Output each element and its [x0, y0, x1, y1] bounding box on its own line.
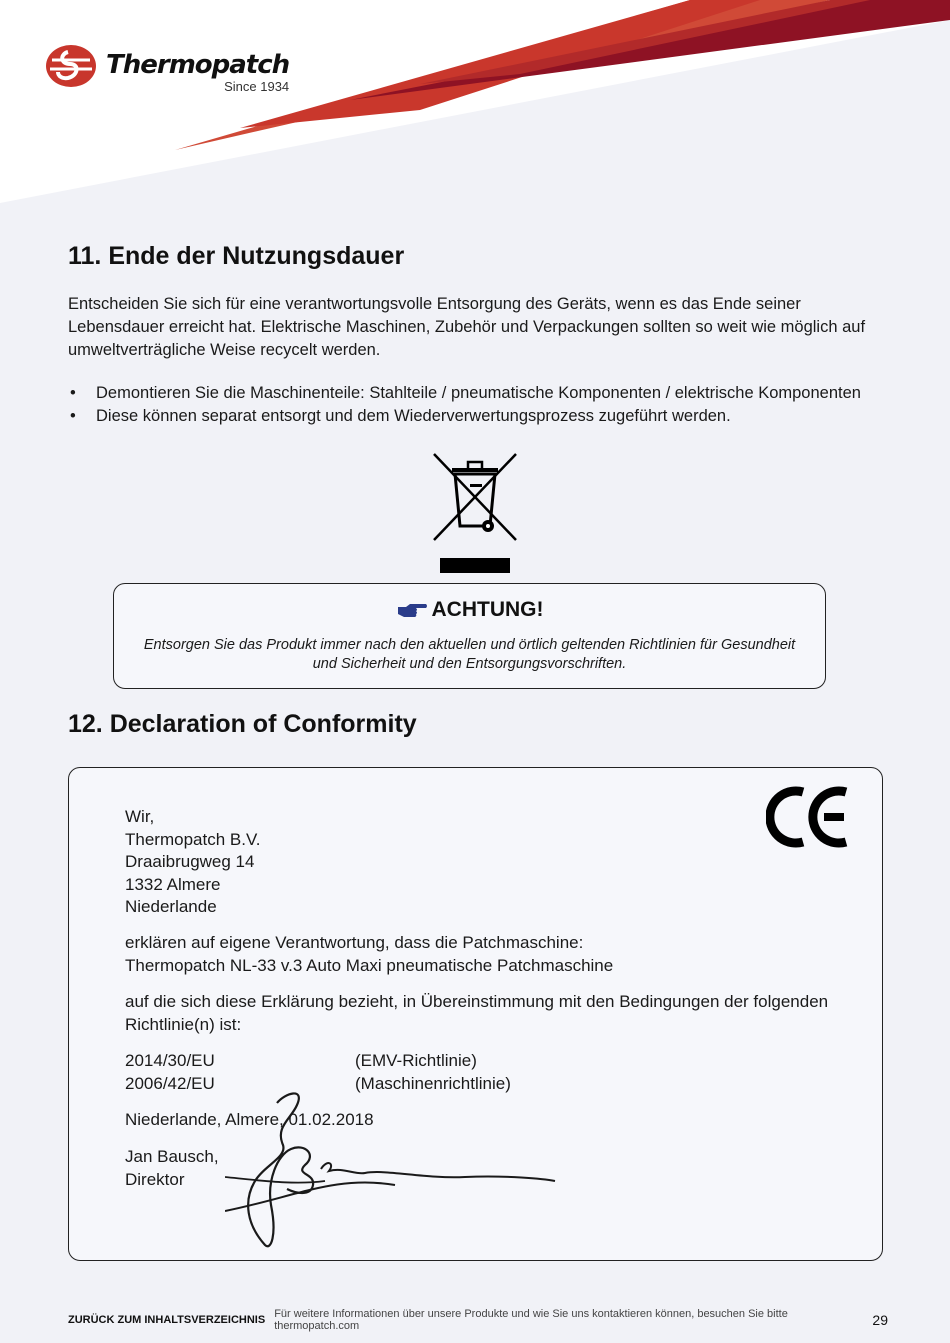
- address-line: Wir,: [125, 807, 155, 826]
- directive-name: (Maschinenrichtlinie): [355, 1073, 511, 1093]
- pointing-hand-icon: [396, 601, 428, 619]
- company-logo[interactable]: [44, 42, 289, 93]
- address-line: Thermopatch B.V.: [125, 829, 261, 849]
- warning-title: ACHTUNG!: [431, 598, 544, 621]
- place-and-date: Niederlande, Almere, 01.02.2018: [125, 1110, 374, 1129]
- logo-name: Thermopatch: [106, 50, 290, 80]
- signer-block: [125, 1146, 219, 1191]
- signer-title: Direktor: [125, 1169, 185, 1189]
- section-11-title: 11. Ende der Nutzungsdauer: [68, 242, 405, 270]
- page-number: 29: [872, 1312, 888, 1328]
- directive-code: 2014/30/EU: [125, 1051, 215, 1070]
- header-background: [0, 0, 950, 210]
- back-to-contents-link[interactable]: ZURÜCK ZUM INHALTSVERZEICHNIS: [68, 1314, 266, 1326]
- weee-crossed-bin-icon: [430, 452, 520, 542]
- address-line: Niederlande: [125, 897, 217, 916]
- page-footer: [68, 1308, 888, 1332]
- address-line: Draaibrugweg 14: [125, 852, 255, 871]
- thermopatch-logo-icon: [44, 42, 98, 90]
- address-line: 1332 Almere: [125, 874, 221, 894]
- directive-name: (EMV-Richtlinie): [355, 1051, 477, 1070]
- section-11-intro: Entscheiden Sie sich für eine verantwortungsvolle Entsorgung des Geräts, wenn es das Ende seiner Lebensdauer erreicht hat. Elektrische Maschinen, Zubehör und Verpackungen sollten so weit wie möglich auf umweltverträgliche Weise recycelt werden.: [68, 295, 866, 359]
- statement-line: Thermopatch NL-33 v.3 Auto Maxi pneumatische Patchmaschine: [125, 955, 614, 975]
- statement-line: erklären auf eigene Verantwortung, dass die Patchmaschine:: [125, 933, 584, 952]
- warning-box: [113, 583, 826, 689]
- ce-mark-icon: [766, 786, 852, 848]
- warning-heading: [114, 598, 825, 622]
- warning-text: Entsorgen Sie das Produkt immer nach den aktuellen und örtlich geltenden Richtlinien für Gesundheit und Sicherheit und den Entsorgungsvorschriften.: [143, 637, 796, 672]
- section-12-title: 12. Declaration of Conformity: [68, 710, 417, 738]
- disposal-bullet-list: [68, 382, 868, 428]
- weee-solid-bar: [440, 558, 510, 573]
- handwritten-signature: [225, 1085, 565, 1255]
- declaration-reference: auf die sich diese Erklärung bezieht, in Übereinstimmung mit den Bedingungen der folgenden Richtlinie(n) ist:: [125, 992, 829, 1034]
- signer-name: Jan Bausch,: [125, 1147, 219, 1166]
- directive-code: 2006/42/EU: [125, 1073, 215, 1093]
- declarant-address: [125, 806, 260, 919]
- bullet-item: • Diese können separat entsorgt und dem Wiederverwertungsprozess zugeführt werden.: [68, 405, 868, 428]
- declaration-statement: [125, 932, 613, 977]
- footer-info-text: Für weitere Informationen über unsere Produkte und wie Sie uns kontaktieren können, besuchen Sie bitte thermopatch.com: [274, 1308, 788, 1332]
- logo-since: Since 1934: [224, 79, 290, 94]
- bullet-item: • Demontieren Sie die Maschinenteile: Stahlteile / pneumatische Komponenten / elektrische Komponenten: [68, 382, 868, 405]
- directive-row: [125, 1050, 511, 1073]
